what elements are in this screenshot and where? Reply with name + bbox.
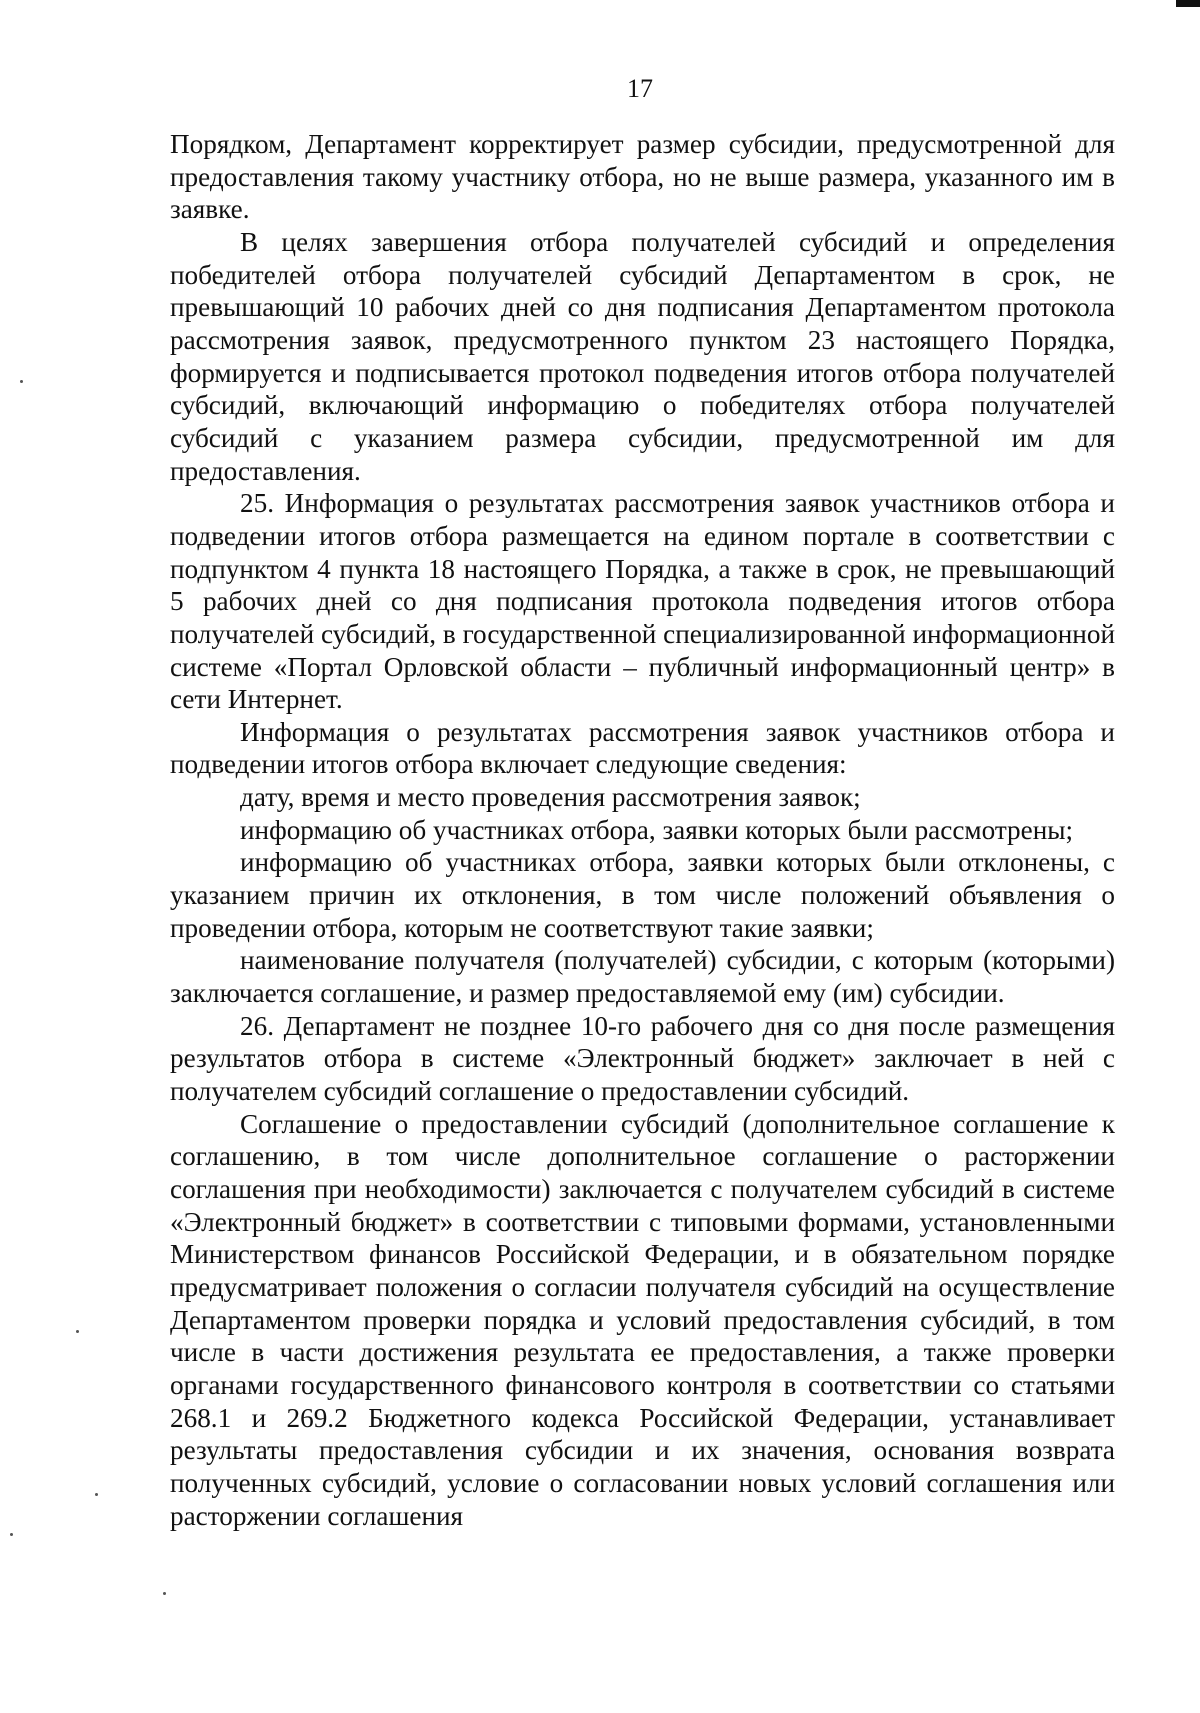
paragraph-clause-26: 26. Департамент не позднее 10-го рабочего дня со дня после размещения результатов отбора в системе «Электронный бюджет» заключает в ней с получателем субсидий соглашение о предоставлении субсидий. (170, 1010, 1115, 1107)
document-body (170, 128, 1115, 1532)
scan-speck (95, 1493, 98, 1496)
list-item-rejected-participants: информацию об участниках отбора, заявки которых были отклонены, с указанием причин их отклонения, в том числе положений объявления о проведении отбора, которым не соответствуют такие заявки; (170, 847, 1115, 943)
scan-speck (163, 1592, 166, 1595)
scan-speck (20, 380, 23, 383)
list-item-recipient-name: наименование получателя (получателей) субсидии, с которым (которыми) заключается соглашение, и размер предоставляемой ему (им) субсидии. (170, 945, 1115, 1009)
list-item-date-time-place: дату, время и место проведения рассмотрения заявок; (240, 782, 861, 813)
paragraph-agreement: Соглашение о предоставлении субсидий (дополнительное соглашение к соглашению, в том числе дополнительное соглашение о расторжении соглашения при необходимости) заключается с получателем субсидий в системе «Электронный бюджет» в соответствии с типовыми формами, установленными Министерством финансов Российской Федерации, и в обязательном порядке предусматривает положения о согласии получателя субсидий на осуществление Департаментом проверки порядка и условий предоставления субсидий, в том числе в части достижения результата ее предоставления, а также проверки органами государственного финансового контроля в соответствии со статьями 268.1 и 269.2 Бюджетного кодекса Российской Федерации, устанавливает результаты предоставления субсидии и их значения, основания возврата полученных субсидий, условие о согласовании новых условий соглашения или расторжении соглашения (170, 1108, 1115, 1531)
scan-speck (10, 1533, 13, 1536)
paragraph-information-contents: Информация о результатах рассмотрения заявок участников отбора и подведении итогов отбора включает следующие сведения: (170, 716, 1115, 780)
page-number: 17 (627, 74, 653, 103)
scan-speck (76, 1330, 79, 1333)
list-item-reviewed-participants: информацию об участниках отбора, заявки которых были рассмотрены; (240, 814, 1074, 845)
paragraph-continuation: Порядком, Департамент корректирует размер субсидии, предусмотренной для предоставления такому участнику отбора, но не выше размера, указанного им в заявке. (170, 129, 1115, 225)
paragraph-clause-25: 25. Информация о результатах рассмотрения заявок участников отбора и подведении итогов отбора размещается на едином портале в соответствии с подпунктом 4 пункта 18 настоящего Порядка, а также в срок, не превышающий 5 рабочих дней со дня подписания протокола подведения итогов отбора получателей субсидий, в государственной специализированной информационной системе «Портал Орловской области – публичный информационный центр» в сети Интернет. (170, 488, 1115, 715)
paragraph-selection-completion: В целях завершения отбора получателей субсидий и определения победителей отбора получателей субсидий Департаментом в срок, не превышающий 10 рабочих дней со дня подписания Департаментом протокола рассмотрения заявок, предусмотренного пунктом 23 настоящего Порядка, формируется и подписывается протокол подведения итогов отбора получателей субсидий, включающий информацию о победителях отбора получателей субсидий с указанием размера субсидии, предусмотренной им для предоставления. (170, 226, 1115, 486)
scan-corner-mark (1176, 0, 1200, 7)
